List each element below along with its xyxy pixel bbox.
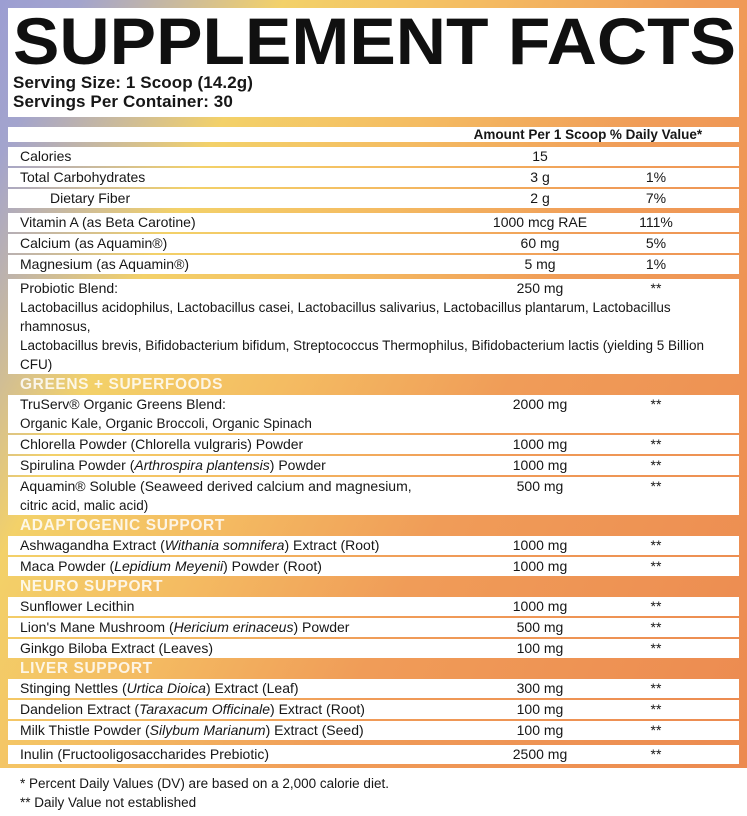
- ingredient-name: [20, 279, 484, 298]
- serving-size: Serving Size: 1 Scoop (14.2g): [13, 73, 254, 92]
- ingredient-daily-value: **: [650, 279, 662, 296]
- ingredient-name-text: ) Extract (Root): [270, 700, 365, 717]
- ingredient-amount: 100 mg: [516, 721, 564, 738]
- ingredient-latin-name: Hericium erinaceus: [173, 618, 294, 635]
- ingredient-daily-value: **: [650, 700, 662, 717]
- ingredient-row: [8, 168, 739, 187]
- ingredient-name-text: Calories: [20, 147, 72, 164]
- ingredient-amount: 500 mg: [516, 477, 564, 494]
- ingredient-name: [20, 255, 484, 274]
- column-header-amount: Amount Per 1 Scoop: [473, 126, 607, 142]
- ingredient-name-text: Ginkgo Biloba Extract (Leaves): [20, 639, 213, 656]
- ingredient-daily-value: **: [650, 745, 662, 762]
- ingredient-row: [8, 721, 739, 740]
- section-header: LIVER SUPPORT: [20, 659, 153, 677]
- ingredient-daily-value: 111%: [639, 213, 673, 230]
- ingredient-daily-value: **: [650, 557, 662, 574]
- ingredient-name: [20, 536, 484, 555]
- ingredient-daily-value: **: [650, 456, 662, 473]
- panel-header: [8, 4, 739, 117]
- ingredient-amount: 1000 mg: [512, 557, 568, 574]
- ingredient-subtext: Lactobacillus acidophilus, Lactobacillus casei, Lactobacillus salivarius, Lactobacillus plantarum, Lactobacillus rhamnosus,: [20, 299, 671, 334]
- ingredient-name: [20, 456, 484, 475]
- ingredient-daily-value: **: [650, 679, 662, 696]
- ingredient-name: [20, 234, 484, 253]
- ingredient-name: [20, 679, 484, 698]
- ingredient-row: [8, 456, 739, 475]
- ingredient-daily-value: **: [650, 477, 662, 494]
- ingredient-row: [8, 745, 739, 764]
- footnote-not-established: ** Daily Value not established: [20, 794, 197, 810]
- ingredient-row: [8, 700, 739, 719]
- ingredient-row: [8, 477, 739, 515]
- ingredient-latin-name: Urtica Dioica: [126, 679, 206, 696]
- ingredient-amount: 5 mg: [524, 255, 556, 272]
- ingredient-name-text: Chlorella Powder (Chlorella vulgraris) Powder: [20, 435, 304, 452]
- ingredient-row: [8, 536, 739, 555]
- ingredient-daily-value: 1%: [645, 168, 667, 185]
- ingredient-amount: 1000 mg: [512, 435, 568, 452]
- ingredient-name-text: Magnesium (as Aquamin®): [20, 255, 190, 272]
- ingredient-name-text: Probiotic Blend:: [20, 279, 119, 296]
- ingredient-latin-name: Arthrospira plantensis: [134, 456, 270, 473]
- ingredient-amount: 2 g: [530, 189, 550, 206]
- ingredient-subtext: Lactobacillus brevis, Bifidobacterium bifidum, Streptococcus Thermophilus, Bifidobacterium lactis (yielding 5 Billion CFU): [20, 337, 705, 372]
- ingredient-name: [20, 213, 484, 232]
- ingredient-name-text: Lion's Mane Mushroom (: [20, 618, 174, 635]
- ingredient-amount: 15: [532, 147, 548, 164]
- ingredient-name: [20, 477, 484, 496]
- ingredient-name-text: ) Extract (Seed): [265, 721, 364, 738]
- ingredient-row: [8, 395, 739, 433]
- ingredient-name: [20, 557, 484, 576]
- ingredient-daily-value: **: [650, 597, 662, 614]
- ingredient-subtext: citric acid, malic acid): [20, 497, 149, 513]
- footnotes: [8, 771, 739, 816]
- section-header: ADAPTOGENIC SUPPORT: [20, 516, 225, 534]
- ingredient-amount: 1000 mg: [512, 597, 568, 614]
- column-header-row: [8, 127, 739, 142]
- ingredient-row: [8, 679, 739, 698]
- ingredient-daily-value: **: [650, 435, 662, 452]
- ingredient-name-text: Ashwagandha Extract (: [20, 536, 165, 553]
- ingredient-row: [8, 234, 739, 253]
- ingredient-latin-name: Withania somnifera: [164, 536, 285, 553]
- ingredient-row: [8, 279, 739, 374]
- ingredient-latin-name: Taraxacum Officinale: [139, 700, 271, 717]
- ingredient-amount: 1000 mg: [512, 536, 568, 553]
- ingredient-amount: 3 g: [530, 168, 550, 185]
- ingredient-row: [8, 435, 739, 454]
- ingredient-name-text: ) Powder: [293, 618, 350, 635]
- panel-title: SUPPLEMENT FACTS: [13, 4, 736, 78]
- ingredient-daily-value: **: [650, 721, 662, 738]
- footnote-daily-values: * Percent Daily Values (DV) are based on a 2,000 calorie diet.: [20, 775, 389, 791]
- ingredient-row: [8, 255, 739, 274]
- ingredient-row: [8, 639, 739, 658]
- ingredient-subtext: Organic Kale, Organic Broccoli, Organic Spinach: [20, 415, 312, 431]
- ingredient-name: [20, 618, 484, 637]
- ingredient-daily-value: **: [650, 395, 662, 412]
- ingredient-amount: 2000 mg: [512, 395, 568, 412]
- ingredient-name: [20, 700, 484, 719]
- ingredient-name-text: Dietary Fiber: [50, 189, 131, 206]
- ingredient-name: [20, 597, 484, 616]
- ingredient-name-text: ) Powder (Root): [223, 557, 322, 574]
- ingredient-name: [20, 639, 484, 658]
- ingredient-name-text: ) Extract (Leaf): [205, 679, 299, 696]
- ingredient-name-text: Dandelion Extract (: [20, 700, 140, 717]
- ingredient-amount: 100 mg: [516, 639, 564, 656]
- ingredient-row: [8, 147, 739, 166]
- ingredient-name-text: Total Carbohydrates: [20, 168, 146, 185]
- ingredient-name-text: Stinging Nettles (: [20, 679, 127, 696]
- ingredient-name: [20, 395, 484, 414]
- ingredient-name: [20, 721, 484, 740]
- ingredient-name-text: Maca Powder (: [20, 557, 115, 574]
- ingredient-name-text: ) Powder: [269, 456, 326, 473]
- ingredient-daily-value: 7%: [645, 189, 667, 206]
- ingredient-amount: 250 mg: [516, 279, 564, 296]
- ingredient-row: [8, 213, 739, 232]
- ingredient-name: [20, 189, 484, 208]
- ingredient-amount: 500 mg: [516, 618, 564, 635]
- ingredient-name-text: Milk Thistle Powder (: [20, 721, 150, 738]
- ingredient-name-text: Spirulina Powder (: [20, 456, 135, 473]
- ingredient-daily-value: 5%: [645, 234, 667, 251]
- column-header-daily-value: % Daily Value*: [609, 126, 703, 142]
- ingredient-daily-value: **: [650, 639, 662, 656]
- ingredient-name: [20, 745, 484, 764]
- ingredient-name-text: Sunflower Lecithin: [20, 597, 135, 614]
- ingredient-name-text: Aquamin® Soluble (Seaweed derived calcium and magnesium,: [20, 477, 412, 494]
- ingredient-name-text: ) Extract (Root): [284, 536, 380, 553]
- ingredient-name: [20, 168, 484, 187]
- ingredient-row: [8, 189, 739, 208]
- ingredient-daily-value: **: [650, 618, 662, 635]
- ingredient-row: [8, 557, 739, 576]
- ingredient-daily-value: **: [650, 536, 662, 553]
- servings-per-container: Servings Per Container: 30: [13, 92, 233, 112]
- panel-title-graphic: [13, 4, 740, 78]
- ingredient-name: [20, 147, 484, 166]
- section-header: GREENS + SUPERFOODS: [20, 375, 224, 393]
- ingredient-name-text: Inulin (Fructooligosaccharides Prebiotic): [20, 745, 269, 762]
- ingredient-row: [8, 597, 739, 616]
- ingredient-daily-value: 1%: [645, 255, 667, 272]
- section-header: NEURO SUPPORT: [20, 577, 164, 595]
- ingredient-amount: 1000 mg: [512, 456, 568, 473]
- ingredient-latin-name: Silybum Marianum: [149, 721, 266, 738]
- ingredient-name: [20, 435, 484, 454]
- ingredient-name-text: Vitamin A (as Beta Carotine): [20, 213, 196, 230]
- ingredient-amount: 300 mg: [516, 679, 564, 696]
- ingredient-amount: 2500 mg: [512, 745, 568, 762]
- ingredient-amount: 100 mg: [516, 700, 564, 717]
- ingredient-name-text: TruServ® Organic Greens Blend:: [20, 395, 226, 412]
- ingredient-amount: 1000 mcg RAE: [492, 213, 588, 230]
- ingredient-row: [8, 618, 739, 637]
- ingredient-name-text: Calcium (as Aquamin®): [20, 234, 168, 251]
- ingredient-amount: 60 mg: [520, 234, 560, 251]
- ingredient-latin-name: Lepidium Meyenii: [114, 557, 224, 574]
- ingredient-sections: [8, 147, 739, 766]
